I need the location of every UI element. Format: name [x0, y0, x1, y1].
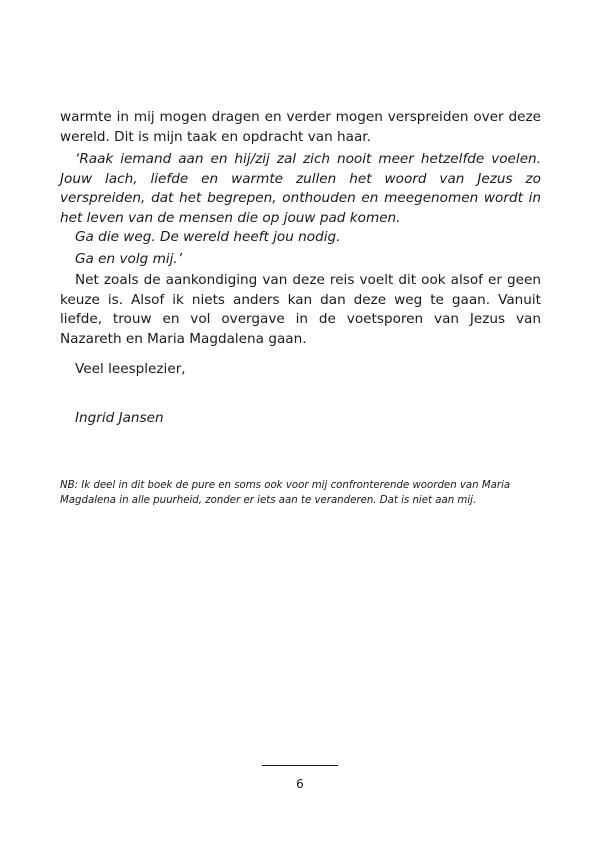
quote-text: Ga die weg. De wereld heeft jou nodig. [75, 229, 341, 245]
footer-divider [262, 765, 338, 766]
closing-line [60, 360, 541, 380]
author-name: Ingrid Jansen [75, 410, 164, 426]
quote-paragraph [60, 150, 541, 228]
closing-text: Veel leesplezier, [75, 361, 186, 377]
quote-text: Ga en volg mij.’ [75, 251, 183, 267]
paragraph-text: Net zoals de aankondiging van deze reis voelt dit ook alsof er geen keuze is. Alsof ik niets anders kan dan deze weg te gaan. Vanuit liefde, trouw en vol overgave in de voetsporen van Jezus van Nazareth en Maria Magdalena gaan. [60, 272, 541, 347]
footnote: NB: Ik deel in dit boek de pure en soms ook voor mij confronterende woorden van Maria Magdalena in alle puurheid, zonder er iets aan te veranderen. Dat is niet aan mij. [60, 480, 511, 506]
body-paragraph [60, 271, 541, 349]
author-signature [60, 409, 541, 429]
quote-paragraph [60, 228, 541, 248]
quote-text: ‘Raak iemand aan en hij/zij zal zich nooit meer hetzelfde voelen. Jouw lach, liefde en warmte zullen het woord van Jezus zo verspreiden, dat het begrepen, onthouden en meegenomen wordt in het leven van de mensen die op jouw pad komen. [60, 151, 541, 226]
body-paragraph [60, 108, 541, 147]
paragraph-text: warmte in mij mogen dragen en verder mogen verspreiden over deze wereld. Dit is mijn taak en opdracht van haar. [60, 109, 541, 145]
quote-paragraph [60, 250, 541, 270]
page-number: 6 [296, 777, 304, 791]
